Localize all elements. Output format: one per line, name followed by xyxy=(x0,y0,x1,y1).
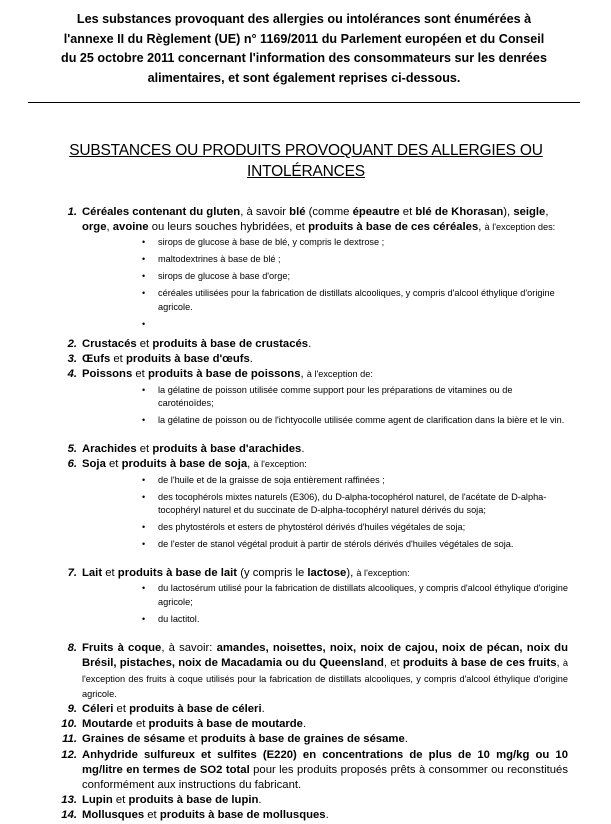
item-text: , xyxy=(300,368,307,381)
allergen-item-8 xyxy=(48,641,568,702)
exception-list xyxy=(82,384,568,429)
exception-item: • sirops de glucose à base de blé, y compris le dextrose ; xyxy=(158,236,568,250)
allergen-item-7 xyxy=(48,566,568,627)
item-text: , xyxy=(106,221,113,234)
item-text: . xyxy=(258,794,262,807)
allergen-item-2 xyxy=(48,337,568,352)
item-number: 6. xyxy=(67,458,77,471)
allergen-item-5 xyxy=(48,442,568,457)
item-number: 14. xyxy=(61,809,77,822)
item-name: Lupin xyxy=(82,794,113,807)
item-products: produits à base de lupin xyxy=(128,794,259,807)
item-text: . xyxy=(261,702,265,715)
item-text: et xyxy=(112,794,129,807)
item-name: Céréales contenant du gluten xyxy=(82,206,241,218)
item-text: , à savoir xyxy=(240,206,290,218)
allergen-item-1 xyxy=(48,205,568,331)
exception-item-empty xyxy=(158,318,568,331)
item-exception: à l'exception: xyxy=(253,459,307,470)
item-name: Crustacés xyxy=(82,337,137,350)
item-term: épeautre xyxy=(352,206,400,218)
item-text: et xyxy=(113,702,130,715)
item-text: . xyxy=(404,733,408,746)
item-products: produits à base de crustacés xyxy=(152,337,309,350)
item-text: (comme xyxy=(305,206,353,218)
item-text: . xyxy=(325,809,329,822)
exception-item: • des tocophérols mixtes naturels (E306), du D-alpha-tocophérol naturel, de l'acétate de D-alpha-tocophéryl naturel et du succinate de D-alpha-tocophéryl naturel dérivés du soja; xyxy=(158,491,568,519)
allergen-item-12 xyxy=(48,748,568,794)
item-term: lactose xyxy=(307,567,347,580)
item-number: 3. xyxy=(67,353,77,366)
intro-paragraph xyxy=(28,10,580,88)
allergen-item-11 xyxy=(48,732,568,747)
item-number: 7. xyxy=(67,567,77,580)
item-text: . xyxy=(302,718,307,731)
exception-item: • la gélatine de poisson utilisée comme support pour les préparations de vitamines ou de caroténoïdes; xyxy=(158,384,568,412)
title-line: SUBSTANCES OU PRODUITS PROVOQUANT DES ALLERGIES OU xyxy=(69,142,543,159)
item-exception: à l'exception: xyxy=(356,568,410,579)
item-text: , xyxy=(247,458,254,471)
item-number: 12. xyxy=(61,748,77,761)
item-name: Fruits à coque xyxy=(82,642,162,655)
item-number: 2. xyxy=(67,337,77,350)
item-products: produits à base de moutarde xyxy=(148,718,303,731)
title-line: INTOLÉRANCES xyxy=(247,163,365,180)
item-products: produits à base de ces céréales xyxy=(308,221,479,234)
item-text: ou leurs souches hybridées, et xyxy=(148,221,309,234)
item-exception: à l'exception des: xyxy=(484,222,556,233)
exception-item: • de l'huile et de la graisse de soja entièrement raffinées ; xyxy=(158,474,568,488)
allergen-item-14 xyxy=(48,808,568,823)
allergen-item-13 xyxy=(48,793,568,808)
exception-item: • du lactitol. xyxy=(158,613,568,627)
item-number: 9. xyxy=(67,702,77,715)
item-term: seigle xyxy=(513,206,546,218)
item-text: et xyxy=(399,206,416,218)
item-name: Arachides xyxy=(82,443,137,456)
item-term: orge xyxy=(82,221,107,234)
item-name: Lait xyxy=(82,567,103,580)
item-text: et xyxy=(105,458,122,471)
item-number: 11. xyxy=(62,733,77,746)
item-term: blé de Khorasan xyxy=(415,206,504,218)
item-products: produits à base de lait xyxy=(117,567,238,580)
item-name: Anhydride sulfureux et sulfites (E220) en concentrations de plus de 10 mg/kg ou 10 mg/litre en termes de SO2 total xyxy=(82,748,568,776)
item-name: Œufs xyxy=(82,353,111,366)
item-name: Soja xyxy=(82,458,106,471)
item-text: , xyxy=(556,657,563,670)
item-text: et xyxy=(132,718,149,731)
item-text: et xyxy=(102,567,118,580)
header-divider xyxy=(28,102,580,103)
allergen-item-3 xyxy=(48,352,568,367)
item-text: . xyxy=(301,443,305,456)
item-text: . xyxy=(308,337,312,350)
item-products: produits à base de céleri xyxy=(129,702,262,715)
exception-item: • du lactosérum utilisé pour la fabrication de distillats alcooliques, y compris d'alcool éthylique d'origine agricole; xyxy=(158,582,568,610)
item-text: , à savoir: xyxy=(161,642,217,655)
exception-list xyxy=(82,582,568,627)
allergen-item-9 xyxy=(48,702,568,717)
allergen-item-4 xyxy=(48,367,568,428)
page-title xyxy=(60,140,552,182)
item-term: blé xyxy=(289,206,306,218)
item-text: ), xyxy=(346,567,357,580)
item-name: Poissons xyxy=(82,368,133,381)
item-number: 4. xyxy=(67,368,77,381)
item-text: et xyxy=(136,443,153,456)
item-number: 5. xyxy=(67,443,77,456)
item-name: Graines de sésame xyxy=(82,733,185,746)
item-number: 1. xyxy=(67,206,77,218)
item-text: , xyxy=(545,206,549,218)
item-text: et xyxy=(132,368,148,381)
intro-line: alimentaires, et sont également reprises ci-dessous. xyxy=(147,70,461,85)
item-products: produits à base de ces fruits xyxy=(402,657,557,670)
item-number: 8. xyxy=(67,642,77,655)
item-text: , xyxy=(478,221,485,234)
exception-item: • sirops de glucose à base d'orge; xyxy=(158,270,568,284)
item-products: produits à base d'œufs xyxy=(125,353,250,366)
item-products: produits à base de mollusques xyxy=(159,809,326,822)
item-text: et xyxy=(110,353,126,366)
item-exception: à l'exception des fruits à coque utilisés pour la fabrication de distillats alcooliques, y compris d'alcool éthylique d'origine agricole. xyxy=(82,658,568,699)
item-products: produits à base de graines de sésame xyxy=(200,733,405,746)
exception-list xyxy=(82,236,568,331)
item-text: , et xyxy=(383,657,403,670)
allergen-list xyxy=(48,205,568,824)
item-text: . xyxy=(249,353,253,366)
exception-list xyxy=(82,474,568,553)
item-name: Moutarde xyxy=(82,718,133,731)
intro-line: du 25 octobre 2011 concernant l'information des consommateurs sur les denrées xyxy=(61,51,547,65)
exception-item: • la gélatine de poisson ou de l'ichtyocolle utilisée comme agent de clarification dans la bière et le vin. xyxy=(158,414,568,428)
exception-item: • céréales utilisées pour la fabrication de distillats alcooliques, y compris d'alcool éthylique d'origine agricole. xyxy=(158,287,568,315)
item-text: et xyxy=(136,337,153,350)
item-text: et xyxy=(144,809,160,822)
item-name: Mollusques xyxy=(82,809,145,822)
item-text: pour les produits proposés prêts à consommer ou reconstitués conformément aux instructions du fabricant. xyxy=(82,763,568,791)
item-term: amandes, noisettes, noix, noix de cajou, noix de pécan, noix du Brésil, pistaches, noix de Macadamia ou du Queensland xyxy=(82,642,568,670)
allergen-item-6 xyxy=(48,457,568,552)
item-products: produits à base de poissons xyxy=(147,368,301,381)
item-text: (y compris le xyxy=(237,567,308,580)
item-products: produits à base d'arachides xyxy=(152,443,302,456)
item-products: produits à base de soja xyxy=(121,458,248,471)
item-text: ), xyxy=(503,206,514,218)
item-number: 10. xyxy=(61,718,77,731)
allergen-item-10 xyxy=(48,717,568,732)
exception-item: • maltodextrines à base de blé ; xyxy=(158,253,568,267)
item-term: avoine xyxy=(112,221,149,234)
item-number: 13. xyxy=(61,794,77,807)
intro-line: Les substances provoquant des allergies ou intolérances sont énumérées à xyxy=(76,12,532,26)
intro-line: l'annexe II du Règlement (UE) n° 1169/2011 du Parlement européen et du Conseil xyxy=(63,31,545,46)
exception-item: • de l'ester de stanol végétal produit à partir de stérols dérivés d'huiles végétales de soja. xyxy=(158,538,568,552)
item-exception: à l'exception de: xyxy=(306,369,373,380)
item-name: Céleri xyxy=(82,702,114,715)
exception-item: • des phytostérols et esters de phytostérol dérivés d'huiles végétales de soja; xyxy=(158,521,568,535)
item-text: et xyxy=(185,733,201,746)
